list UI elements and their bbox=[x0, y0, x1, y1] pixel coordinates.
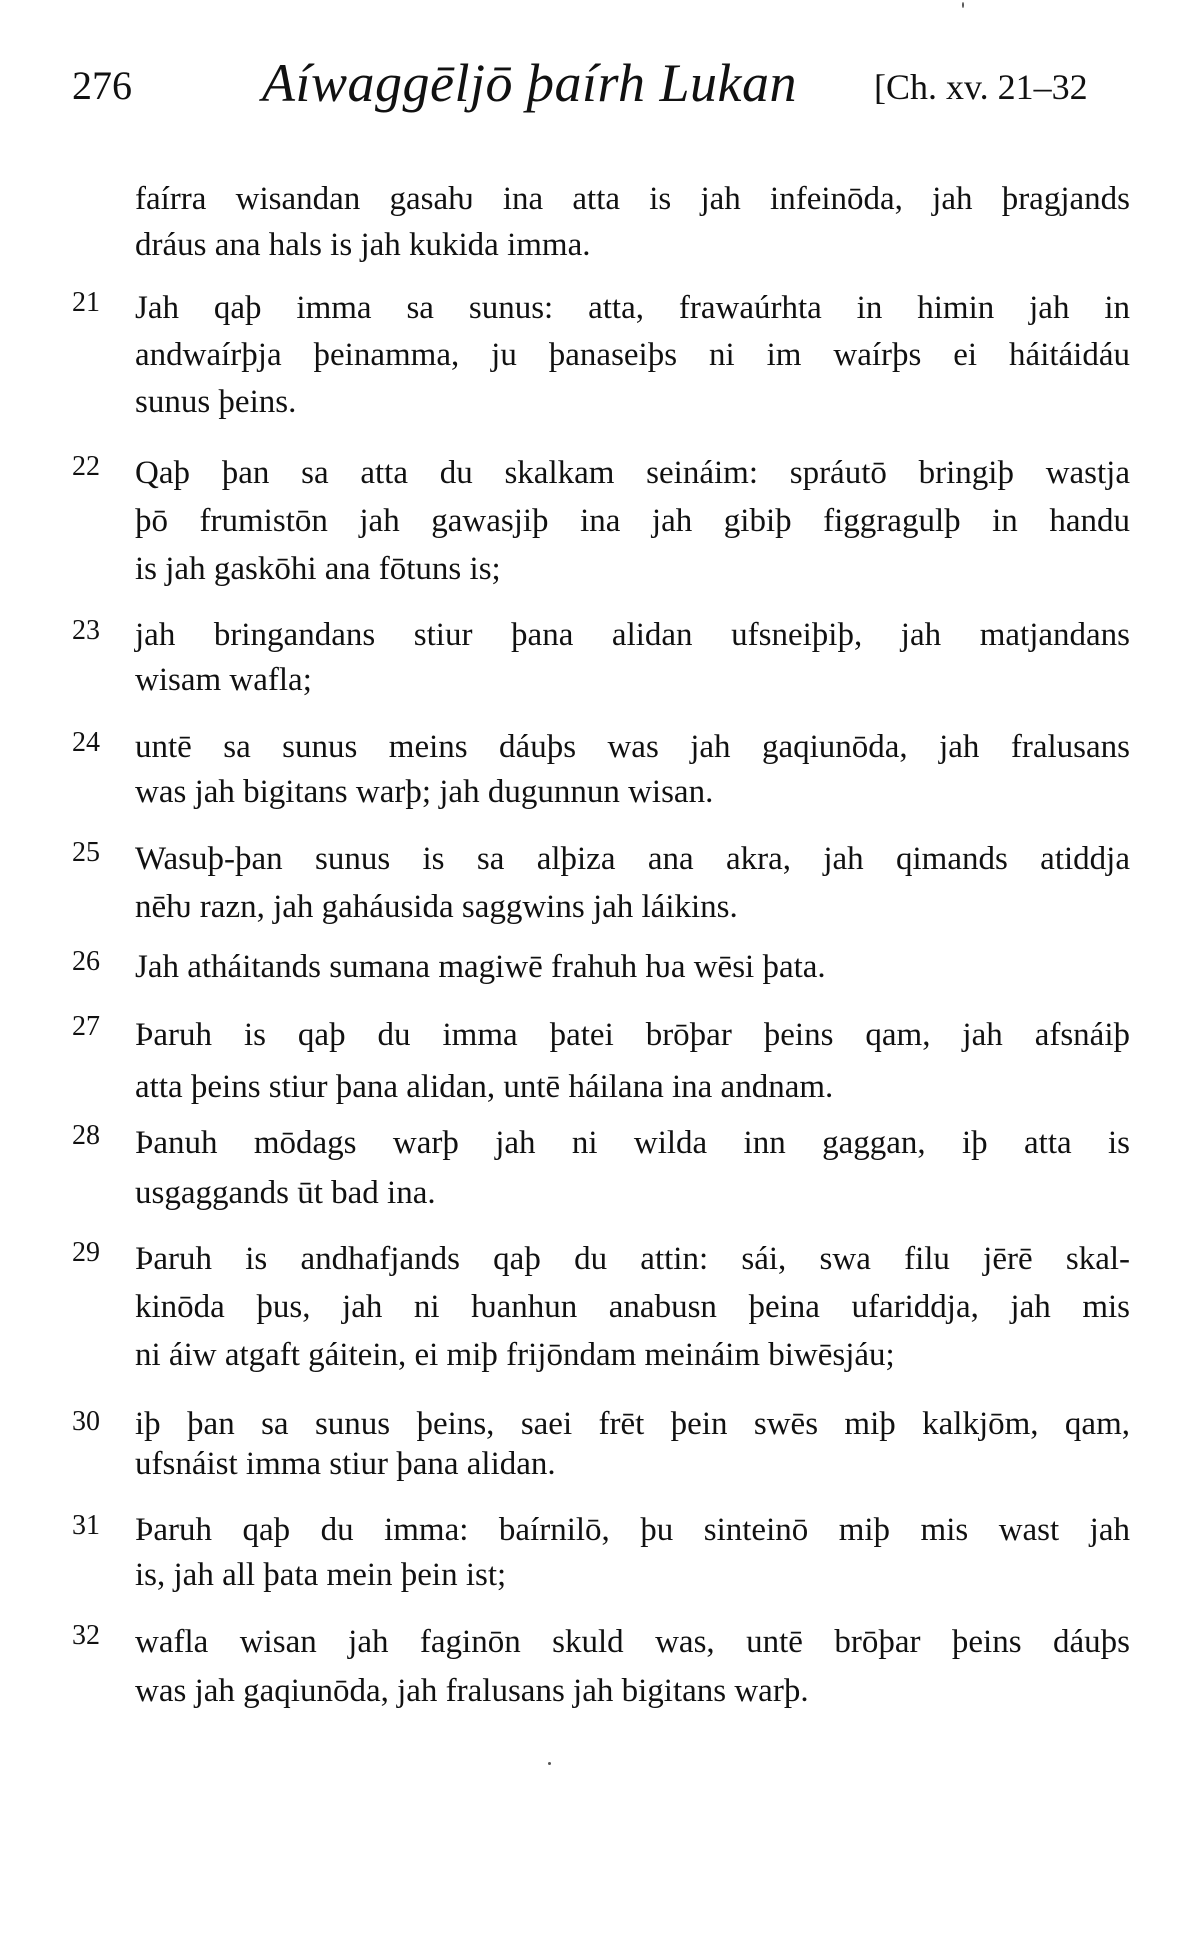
text-line: þō frumistōn jah gawasjiþ ina jah gibiþ figgragulþ in handu bbox=[135, 503, 1130, 539]
verse-lines bbox=[135, 1009, 1130, 1113]
text-line: Qaþ þan sa atta du skalkam seináim: spráutō bringiþ wastja bbox=[135, 455, 1130, 491]
text-line: Þaruh is andhafjands qaþ du attin: sái, swa filu jērē skal- bbox=[135, 1241, 1130, 1277]
verse-number: 22 bbox=[72, 451, 100, 482]
text-line: sunus þeins. bbox=[135, 384, 297, 420]
text-line: kinōda þus, jah ni ƕanhun anabusn þeina ufariddja, jah mis bbox=[135, 1289, 1130, 1325]
verse-lines bbox=[135, 1404, 1130, 1484]
text-line: is, jah all þata mein þein ist; bbox=[135, 1557, 507, 1593]
text-line: wafla wisan jah faginōn skuld was, untē brōþar þeins dáuþs bbox=[135, 1624, 1130, 1660]
verse-number: 21 bbox=[72, 287, 100, 318]
text-line: Þaruh qaþ du imma: baírnilō, þu sinteinō miþ mis wast jah bbox=[135, 1512, 1130, 1548]
text-line: is jah gaskōhi ana fōtuns is; bbox=[135, 551, 501, 587]
running-title: Aíwaggēljō þaírh Lukan bbox=[262, 53, 798, 113]
page-number: 276 bbox=[72, 63, 132, 108]
verse-number: 31 bbox=[72, 1510, 100, 1541]
text-line: was jah gaqiunōda, jah fralusans jah bigitans warþ. bbox=[135, 1673, 809, 1709]
text-line: iþ þan sa sunus þeins, saei frēt þein swēs miþ kalkjōm, qam, bbox=[135, 1406, 1130, 1442]
text-line: ni áiw atgaft gáitein, ei miþ frijōndam meináim biwēsjáu; bbox=[135, 1337, 895, 1373]
verse-lines bbox=[135, 1508, 1130, 1598]
verse-lines bbox=[135, 835, 1130, 931]
verse-number: 29 bbox=[72, 1237, 100, 1268]
text-line: Þanuh mōdags warþ jah ni wilda inn gaggan, iþ atta is bbox=[135, 1125, 1130, 1161]
text-line: atta þeins stiur þana alidan, untē háilana ina andnam. bbox=[135, 1069, 834, 1105]
verse-lines bbox=[135, 725, 1130, 815]
verse-lines bbox=[135, 176, 1130, 268]
verse-number: 26 bbox=[72, 946, 100, 977]
print-speck bbox=[548, 1762, 551, 1765]
text-line: Wasuþ-þan sunus is sa alþiza ana akra, jah qimands atiddja bbox=[135, 841, 1130, 877]
verse-lines bbox=[135, 1118, 1130, 1218]
verse-lines bbox=[135, 1235, 1130, 1379]
text-line: Þaruh is qaþ du imma þatei brōþar þeins qam, jah afsnáiþ bbox=[135, 1017, 1130, 1053]
verse-lines bbox=[135, 1618, 1130, 1716]
verse-lines bbox=[135, 285, 1130, 426]
text-line: Jah qaþ imma sa sunus: atta, frawaúrhta in himin jah in bbox=[135, 290, 1130, 326]
verse-number: 27 bbox=[72, 1011, 100, 1042]
print-speck bbox=[962, 2, 964, 8]
verse-number: 23 bbox=[72, 615, 100, 646]
verse-number: 30 bbox=[72, 1406, 100, 1437]
text-line: dráus ana hals is jah kukida imma. bbox=[135, 227, 591, 263]
verse-number: 32 bbox=[72, 1620, 100, 1651]
text-line: ufsnáist imma stiur þana alidan. bbox=[135, 1446, 556, 1482]
text-line: wisam wafla; bbox=[135, 662, 312, 698]
verse-lines bbox=[135, 449, 1130, 593]
text-line: faírra wisandan gasaƕ ina atta is jah infeinōda, jah þragjands bbox=[135, 181, 1130, 217]
text-line: nēƕ razn, jah gaháusida saggwins jah láikins. bbox=[135, 889, 738, 925]
text-line: jah bringandans stiur þana alidan ufsneiþiþ, jah matjandans bbox=[135, 617, 1130, 653]
text-line: Jah atháitands sumana magiwē frahuh ƕa wēsi þata. bbox=[135, 949, 826, 985]
verse-lines bbox=[135, 944, 1130, 990]
text-line: untē sa sunus meins dáuþs was jah gaqiunōda, jah fralusans bbox=[135, 729, 1130, 765]
text-line: was jah bigitans warþ; jah dugunnun wisan. bbox=[135, 774, 714, 810]
text-line: usgaggands ūt bad ina. bbox=[135, 1175, 436, 1211]
verse-number: 28 bbox=[72, 1120, 100, 1151]
verse-number: 24 bbox=[72, 727, 100, 758]
chapter-reference: [Ch. xv. 21–32 bbox=[874, 67, 1088, 107]
text-line: andwaírþja þeinamma, ju þanaseiþs ni im waírþs ei háitáidáu bbox=[135, 337, 1130, 373]
verse-lines bbox=[135, 613, 1130, 703]
verse-number: 25 bbox=[72, 837, 100, 868]
